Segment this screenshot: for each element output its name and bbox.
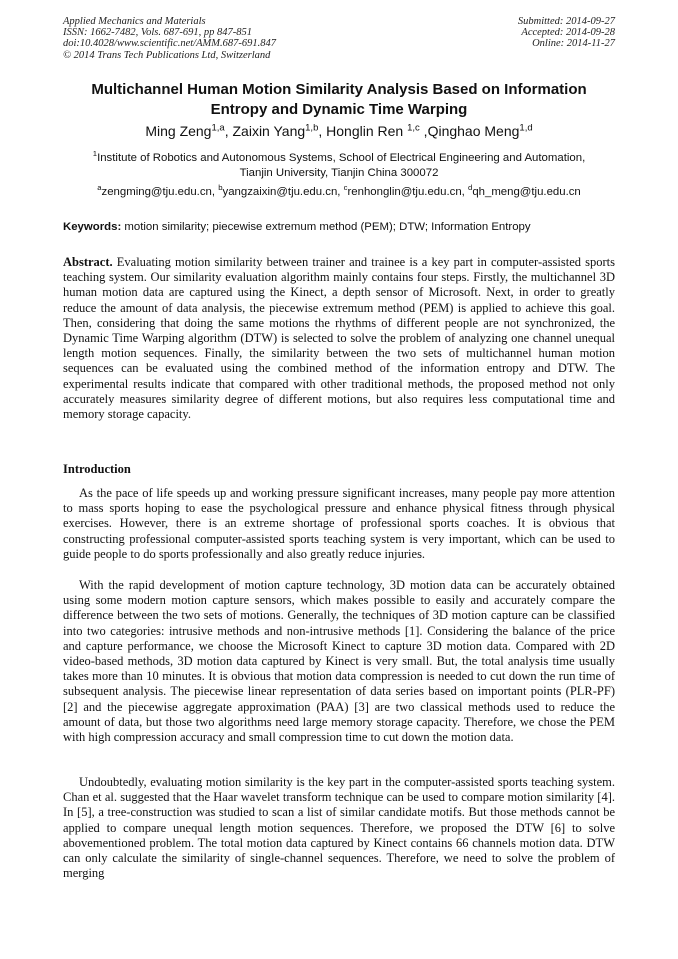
keywords-text: motion similarity; piecewise extremum method (PEM); DTW; Information Entropy [121,221,531,233]
keywords-label: Keywords: [63,221,122,233]
abstract [63,255,615,422]
paper-title [40,80,638,119]
author-affiliation-mark: 1,c [407,122,420,134]
author-affiliation-mark: 1,b [305,122,319,134]
email-address: qh_meng@tju.edu.cn [472,186,581,198]
affiliation-line-2: Tianjin University, Tianjin China 300072 [239,167,439,179]
author-name: Qinghao Meng [427,123,520,139]
affiliation [50,151,628,181]
accepted-date: Accepted: 2014-09-28 [521,27,615,39]
email-mark: b [218,183,223,193]
journal-copyright: © 2014 Trans Tech Publications Ltd, Switzerland [63,49,271,61]
keywords [63,220,615,235]
author-name: Ming Zeng [145,123,212,139]
author-separator: , [318,123,327,139]
email-list [40,185,638,200]
journal-name: Applied Mechanics and Materials [63,16,206,27]
author-separator: , [419,123,428,139]
author-name: Zaixin Yang [232,123,306,139]
email-address: zengming@tju.edu.cn, [101,186,219,198]
journal-issn: ISSN: 1662-7482, Vols. 687-691, pp 847-851 [63,27,252,39]
abstract-text: Evaluating motion similarity between trainer and trainee is a key part in computer-assisted sports teaching system. Our similarity evaluation algorithm mainly contains four steps. Firstly, the multichannel 3D human motion data are captured using the Kinect, a depth sensor of Microsoft. Next, in order to greatly reduce the amount of data analysis, the piecewise extremum method (PEM) is applied to achieve this goal. Then, considering that doing the same motions the rhythms of different people are not synchronized, the Dynamic Time Warping algorithm (DTW) is selected to solve the problem of analyzing one channel unequal length motion sequences. Finally, the similarity between the two sets of multichannel human motion sequences can be evaluated using the combined method of the information entropy and DTW. The experimental results indicate that compared with other traditional methods, the proposed method not only accurately measures similarity degree of different motions, but also requires less computational time and memory storage capacity. [63,255,615,422]
email-mark: d [468,183,473,193]
section-heading-introduction: Introduction [63,462,131,476]
affiliation-line-1: Institute of Robotics and Autonomous Systems, School of Electrical Engineering and Automation, [97,152,586,164]
title-line-2: Entropy and Dynamic Time Warping [210,100,468,118]
email-address: renhonglin@tju.edu.cn, [347,186,468,198]
online-date: Online: 2014-11-27 [532,38,615,50]
affiliation-mark: 1 [92,149,98,159]
body-paragraph: As the pace of life speeds up and working pressure significant increases, many people pay more attention to mass sports hoping to ease the psychological pressure and enhance physical fitness through physical exercises. However, there is an extreme shortage of professional sports coaches. It is obvious that constructing professional computer-assisted sports teaching system is very important, which can be used to guide people to do sports professionally and also greatly reduce injuries. [63,486,615,561]
submitted-date: Submitted: 2014-09-27 [517,16,615,27]
author-name: Honglin Ren [326,123,408,139]
body-paragraph: Undoubtedly, evaluating motion similarity is the key part in the computer-assisted sports teaching system. Chan et al. suggested that the Haar wavelet transform technique can be used to compare motion similarity [4]. In [5], a tree-construction was studied to scan a list of similar candidate motifs. But those methods cannot be applied to compare unequal length motion sequences. Therefore, we proposed the DTW [6] to solve abovementioned problem. The total motion data captured by Kinect contains 66 channels motion data. DTW can only calculate the similarity of single-channel sequences. Therefore, we need to solve the problem of merging [63,775,615,881]
email-mark: a [97,183,102,193]
abstract-label: Abstract. [63,255,113,269]
email-mark: c [343,183,348,193]
author-affiliation-mark: 1,d [519,122,533,134]
publication-dates [518,16,615,50]
email-address: yangzaixin@tju.edu.cn, [222,186,344,198]
author-list [40,122,638,140]
body-paragraph: With the rapid development of motion capture technology, 3D motion data can be accurately obtained using some modern motion capture sensors, which makes possible to easily and accurately compare the difference between the two sets of motions. Generally, the techniques of 3D motion capture can be classified into two categories: intrusive methods and non-intrusive methods [1]. Considering the balance of the price and capture performance, we choose the Microsoft Kinect to capture 3D motion data. Compared with 2D video-based methods, 3D motion data captured by Kinect is very small. But, the total analysis time usually takes more than 10 minutes. It is obvious that motion data compression is needed to cut down the run time of subsequent analysis. The piecewise linear representation of data series based on important points (PLR-PF) [2] and the piecewise aggregate approximation (PAA) [3] are two classical methods used to reduce the amount of data, but those two algorithms need large memory storage capacity. Therefore, we chose the PEM with high compression accuracy and small compression time to cut down the motion data. [63,578,615,745]
title-line-1: Multichannel Human Motion Similarity Analysis Based on Information [91,81,587,98]
author-affiliation-mark: 1,a [211,122,225,134]
journal-doi: doi:10.4028/www.scientific.net/AMM.687-691.847 [63,38,276,50]
author-separator: , [224,123,233,139]
journal-info [63,16,276,61]
